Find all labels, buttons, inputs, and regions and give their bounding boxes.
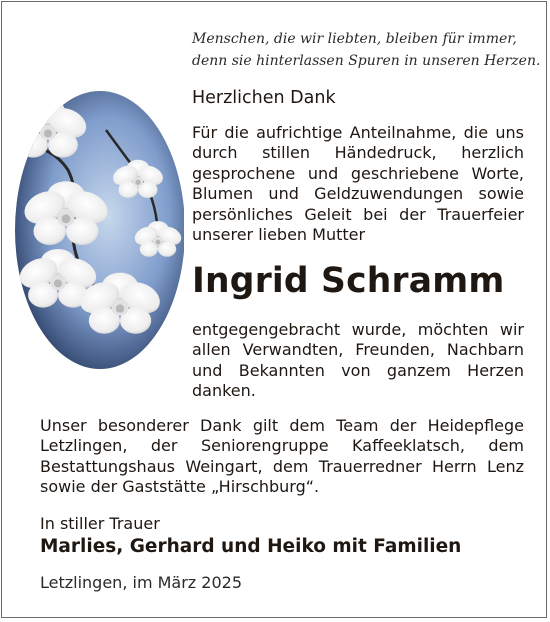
special-thanks-paragraph: Unser besonderer Dank gilt dem Team der Heidepflege Letzlingen, der Seniorengruppe Kaffeeklatsch, dem Bestattungshaus Weingart, dem Trauerredner Herrn Lenz sowie der Gaststätte „Hirschburg“. [40,416,524,497]
motto-line-1: Menschen, die wir liebten, bleiben für immer, [192,31,517,47]
motto-line-2: denn sie hinterlassen Spuren in unseren Herzen. [192,53,541,69]
place-and-date: Letzlingen, im März 2025 [40,573,242,592]
intro-paragraph: Für die aufrichtige Anteilnahme, die uns durch stillen Händedruck, herzlich gesprochene und geschriebene Worte, Blumen und Geldzuwendungen sowie persönliches Geleit bei der Trauerfeier unserer lieben Mutter [192,123,524,245]
thanks-heading: Herzlichen Dank [192,88,336,108]
orchid-photo [8,90,184,370]
motto-verse [192,28,541,72]
family-names: Marlies, Gerhard und Heiko mit Familien [40,536,462,557]
deceased-name: Ingrid Schramm [192,261,505,301]
grief-label: In stiller Trauer [40,514,160,533]
thanks-paragraph: entgegengebracht wurde, möchten wir allen Verwandten, Freunden, Nachbarn und Bekannten von ganzem Herzen danken. [192,320,524,401]
obituary-card [1,1,547,618]
